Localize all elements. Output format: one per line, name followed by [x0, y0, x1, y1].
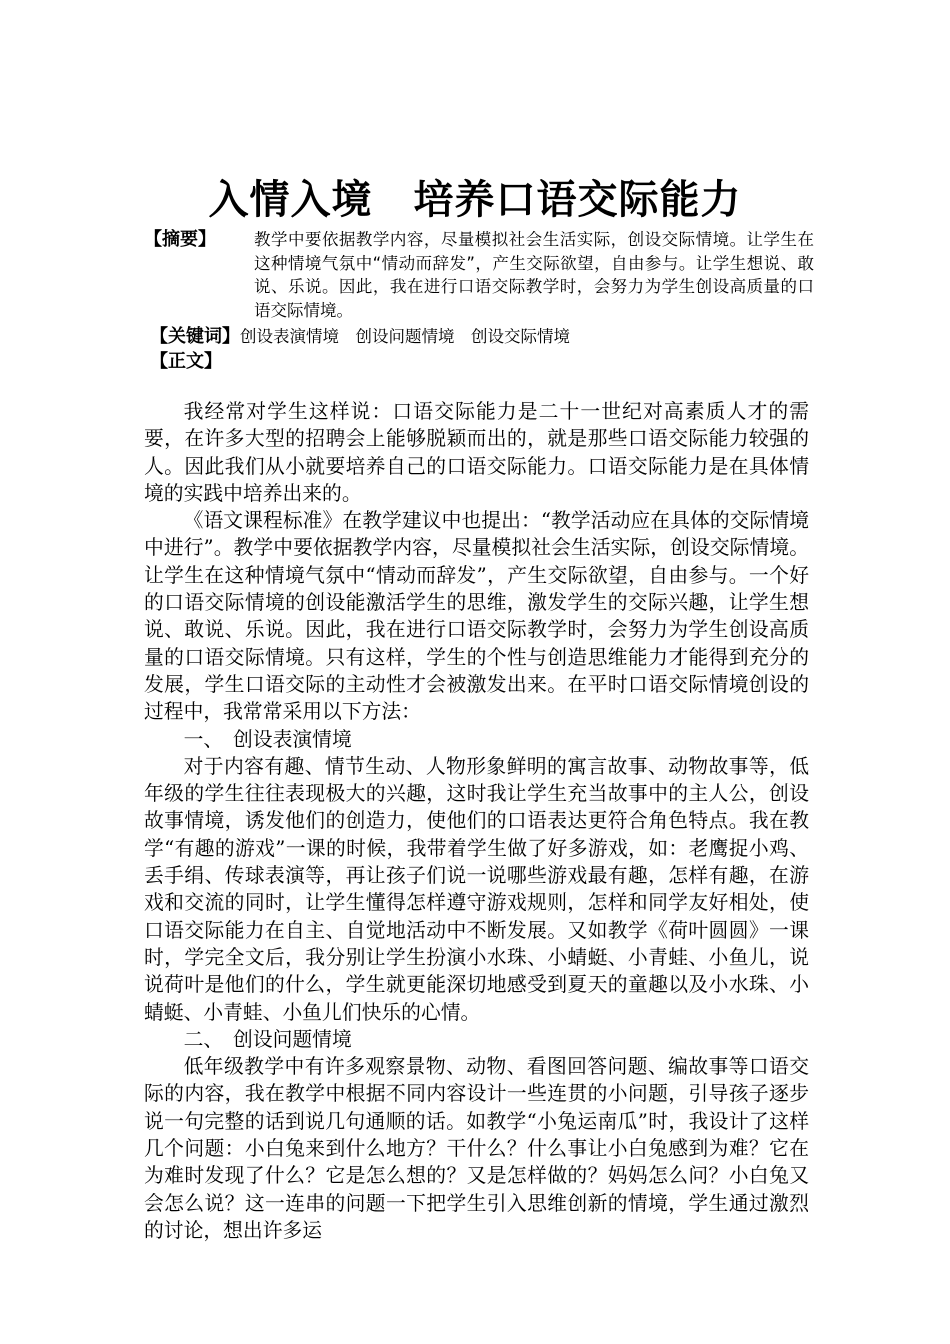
- paragraph: 对于内容有趣、情节生动、人物形象鲜明的寓言故事、动物故事等，低年级的学生往往表现极大的兴趣，这时我让学生充当故事中的主人公，创设故事情境，诱发他们的创造力，使他们的口语表达更符合角色特点。我在教学“有趣的游戏”一课的时候，我带着学生做了好多游戏，如：老鹰捉小鸡、丢手绢、传球表演等，再让孩子们说一说哪些游戏最有趣，怎样有趣，在游戏和交流的同时，让学生懂得怎样遵守游戏规则，怎样和同学友好相处，使口语交际能力在自主、自觉地活动中不断发展。又如教学《荷叶圆圆》一课时，学完全文后，我分别让学生扮演小水珠、小蜻蜓、小青蛙、小鱼儿，说说荷叶是他们的什么，学生就更能深切地感受到夏天的童趣以及小水珠、小蜻蜓、小青蛙、小鱼儿们快乐的心情。: [144, 754, 809, 1024]
- keywords-text: 创设表演情境 创设问题情境 创设交际情境: [240, 327, 570, 346]
- section-heading: 二、 创设问题情境: [183, 1027, 352, 1051]
- keywords-label: 【关键词】: [150, 326, 240, 347]
- paragraph: 《语文课程标准》在教学建议中也提出：“教学活动应在具体的交际情境中进行”。教学中要依据教学内容，尽量模拟社会生活实际，创设交际情境。让学生在这种情境气氛中“情动而辞发”，产生交际欲望，自由参与。一个好的口语交际情境的创设能激活学生的思维，激发学生的交际兴趣，让学生想说、敢说、乐说。因此，我在进行口语交际教学时，会努力为学生创设高质量的口语交际情境。只有这样，学生的个性与创造思维能力才能得到充分的发展，学生口语交际的主动性才会被激发出来。在平时口语交际情境创设的过程中，我常常采用以下方法：: [144, 509, 809, 724]
- abstract-label: 【摘要】: [144, 229, 216, 250]
- paragraph: 我经常对学生这样说：口语交际能力是二十一世纪对高素质人才的需要，在许多大型的招聘会上能够脱颖而出的，就是那些口语交际能力较强的人。因此我们从小就要培养自己的口语交际能力。口语交际能力是在具体情境的实践中培养出来的。: [144, 400, 809, 505]
- body-label: 【正文】: [150, 351, 222, 372]
- keywords-line: [150, 325, 570, 349]
- section-heading: 一、 创设表演情境: [183, 727, 352, 751]
- document-title: 入情入境 培养口语交际能力: [208, 177, 742, 223]
- abstract-text: 教学中要依据教学内容，尽量模拟社会生活实际，创设交际情境。让学生在这种情境气氛中“情动而辞发”，产生交际欲望，自由参与。让学生想说、敢说、乐说。因此，我在进行口语交际教学时，会努力为学生创设高质量的口语交际情境。: [254, 230, 814, 320]
- paragraph: 低年级教学中有许多观察景物、动物、看图回答问题、编故事等口语交际的内容，我在教学中根据不同内容设计一些连贯的小问题，引导孩子逐步说一句完整的话到说几句通顺的话。如教学“小兔运南瓜”时，我设计了这样几个问题：小白兔来到什么地方？干什么？什么事让小白兔感到为难？它在为难时发现了什么？它是怎么想的？又是怎样做的？妈妈怎么问？小白兔又会怎么说？这一连串的问题一下把学生引入思维创新的情境，学生通过激烈的讨论，想出许多运: [144, 1055, 809, 1242]
- body-text: [144, 398, 809, 1244]
